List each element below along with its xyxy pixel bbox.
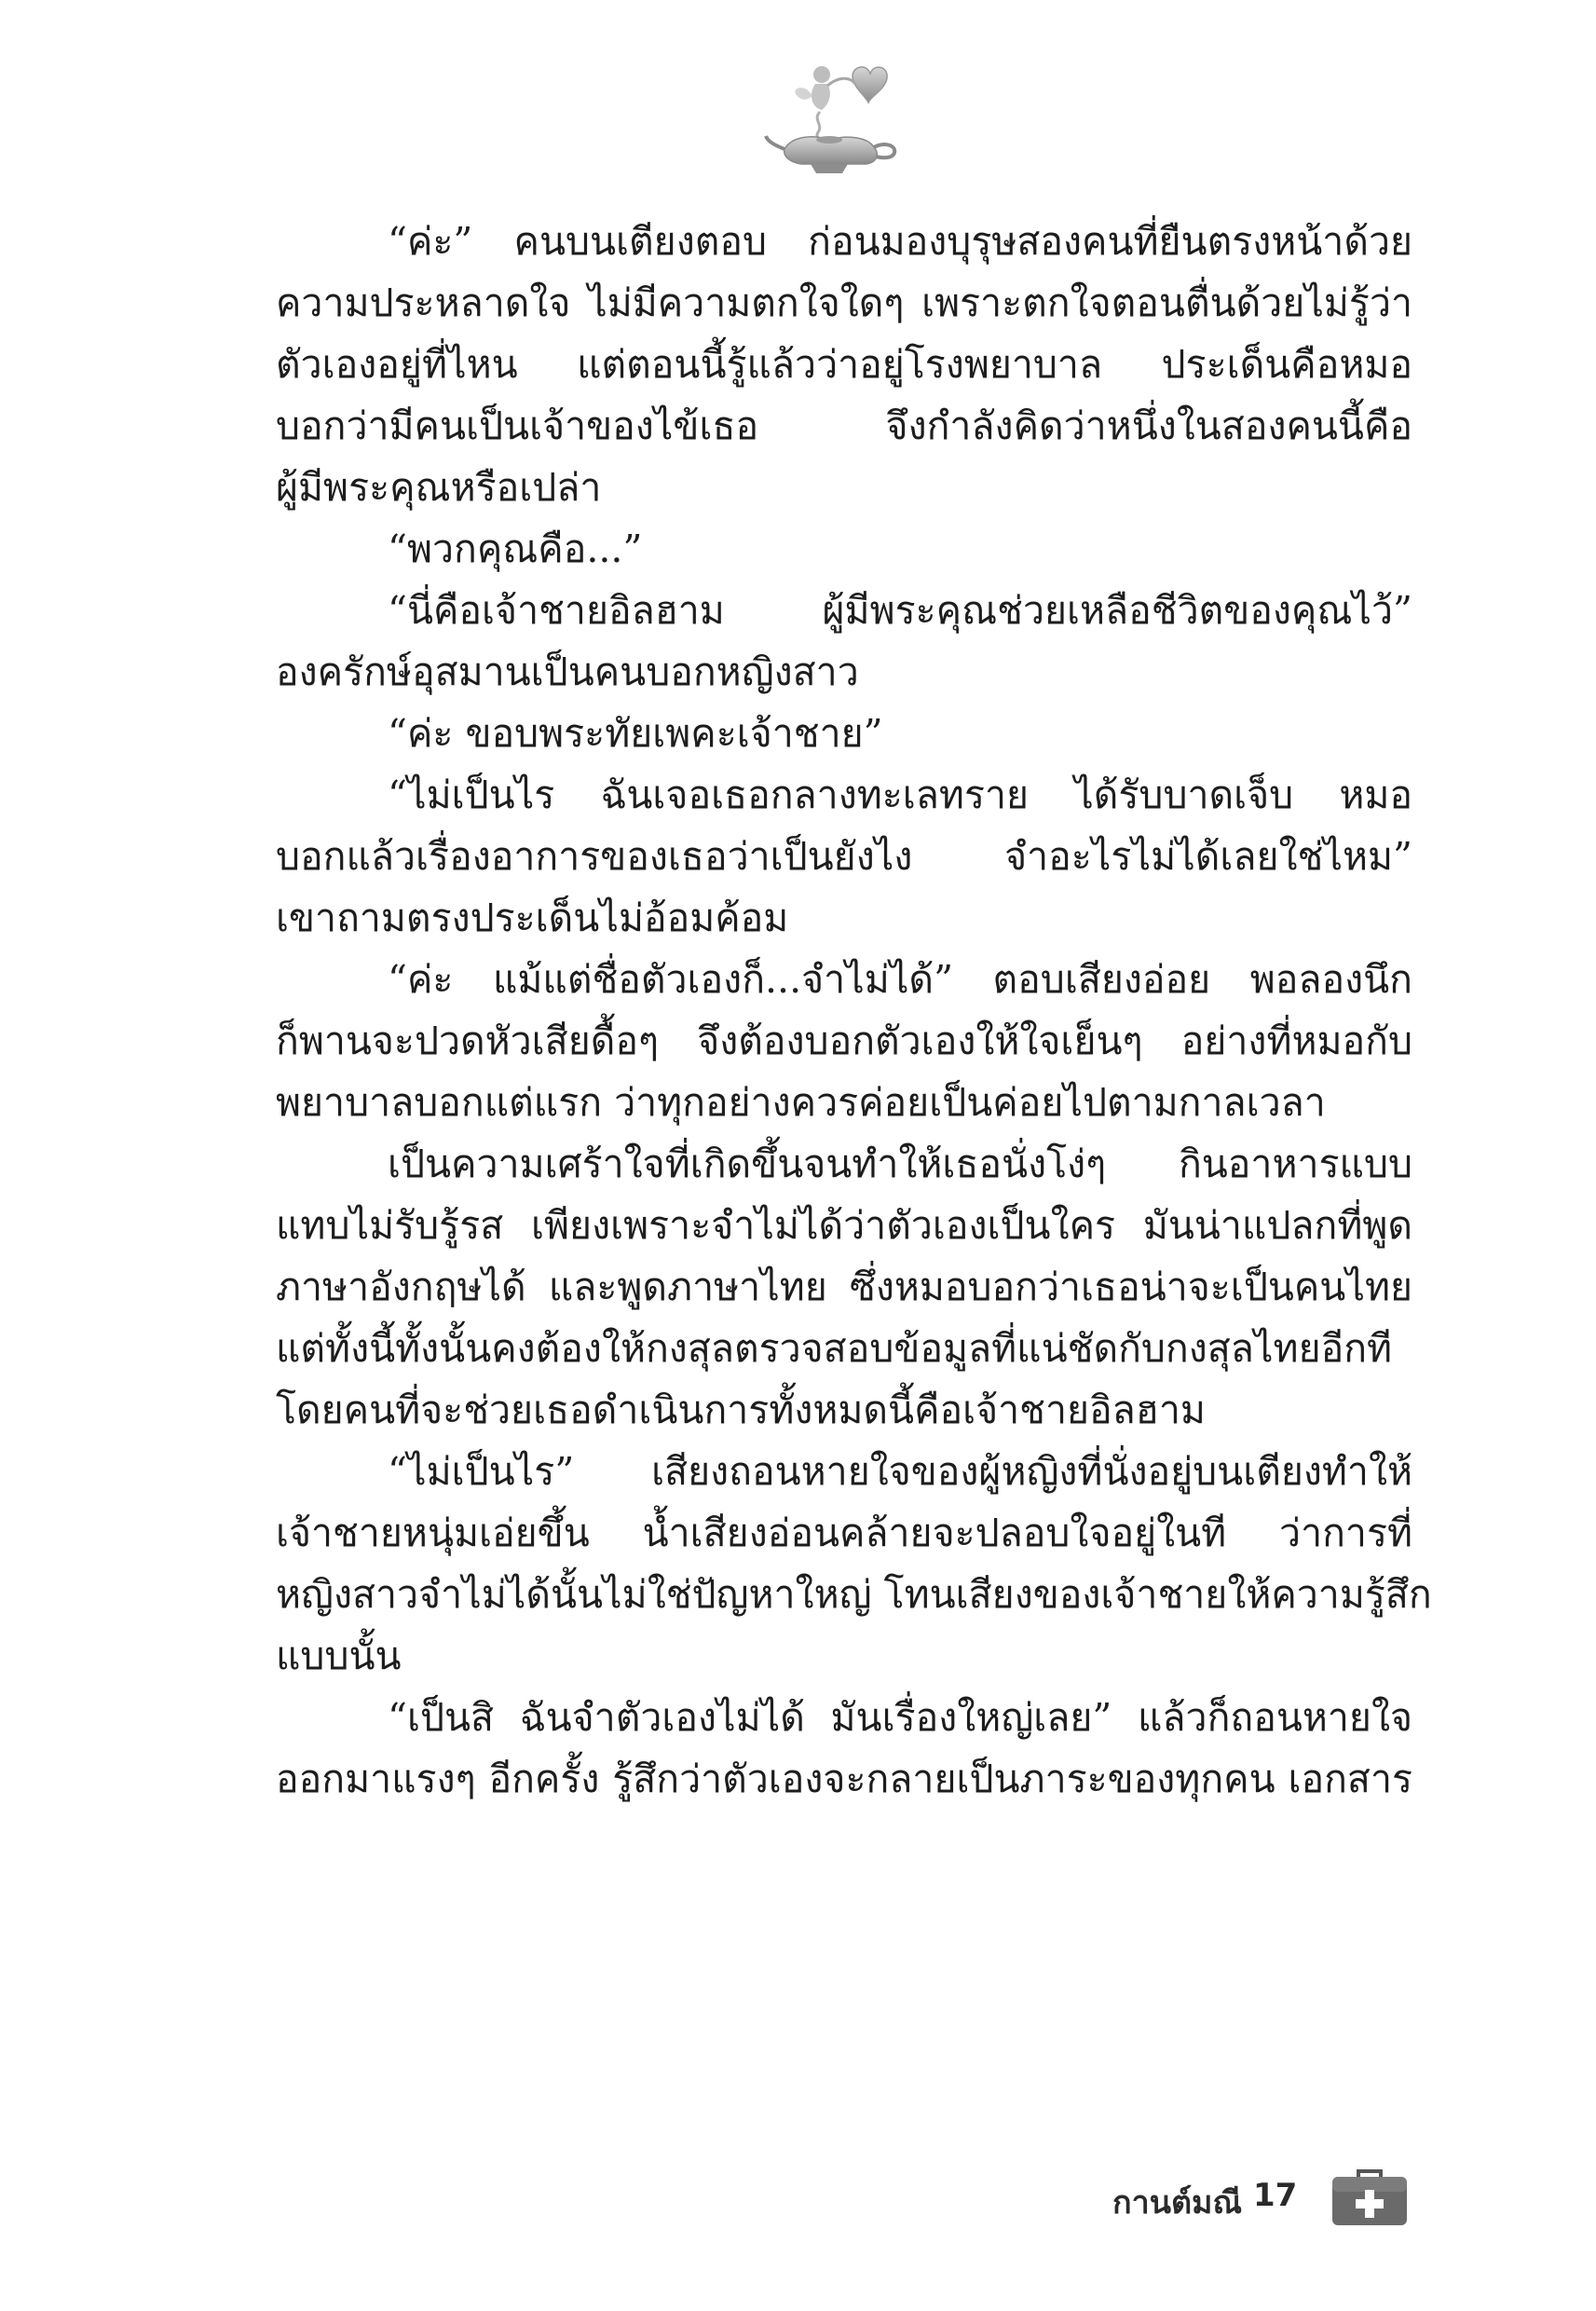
paragraph-line: หญิงสาวจำไม่ได้นั้นไม่ใช่ปัญหาใหญ่ โทนเสียงของเจ้าชายให้ความรู้สึก [276,1572,1432,1617]
paragraph-line: เจ้าชายหนุ่มเอ่ยขึ้น น้ำเสียงอ่อนคล้ายจะปลอบใจอยู่ในที ว่าการที่ [276,1511,1412,1555]
paragraph-line: โดยคนที่จะช่วยเธอดำเนินการทั้งหมดนี้คือเจ้าชายอิลฮาม [276,1388,1206,1432]
paragraph-line: แบบนั้น [276,1634,402,1678]
page-footer [0,2160,1596,2235]
paragraph-line: “เป็นสิ ฉันจำตัวเองไม่ได้ มันเรื่องใหญ่เลย” แล้วก็ถอนหายใจ [388,1695,1412,1740]
paragraph-line: “ค่ะ แม้แต่ชื่อตัวเองก็...จำไม่ได้” ตอบเสียงอ่อย พอลองนึก [388,957,1412,1002]
paragraph-line: ตัวเองอยู่ที่ไหน แต่ตอนนี้รู้แล้วว่าอยู่โรงพยาบาล ประเด็นคือหมอ [276,342,1412,387]
paragraph-line: องครักษ์อุสมานเป็นคนบอกหญิงสาว [276,650,859,694]
paragraph-line: ผู้มีพระคุณหรือเปล่า [276,465,602,510]
paragraph-line: ก็พานจะปวดหัวเสียดื้อๆ จึงต้องบอกตัวเองให้ใจเย็นๆ อย่างที่หมอกับ [276,1019,1412,1063]
paragraph-line: ความประหลาดใจ ไม่มีความตกใจใดๆ เพราะตกใจตอนตื่นด้วยไม่รู้ว่า [276,280,1412,325]
page-number: 17 [1253,2177,1298,2214]
paragraph-line: แทบไม่รับรู้รส เพียงเพราะจำไม่ได้ว่าตัวเองเป็นใคร มันน่าแปลกที่พูด [276,1203,1412,1248]
story-text [276,211,1432,1810]
paragraph-line: แต่ทั้งนี้ทั้งนั้นคงต้องให้กงสุลตรวจสอบข้อมูลที่แน่ชัดกับกงสุลไทยอีกที [276,1326,1393,1371]
paragraph-line: “ค่ะ” คนบนเตียงตอบ ก่อนมองบุรุษสองคนที่ยืนตรงหน้าด้วย [388,219,1412,264]
paragraph-line: “พวกคุณคือ...” [388,526,643,571]
paragraph-line: ออกมาแรงๆ อีกครั้ง รู้สึกว่าตัวเองจะกลายเป็นภาระของทุกคน เอกสาร [276,1757,1412,1801]
medical-kit-icon [1330,2167,1409,2227]
paragraph-line: บอกว่ามีคนเป็นเจ้าของไข้เธอ จึงกำลังคิดว่าหนึ่งในสองคนนี้คือ [276,403,1412,448]
paragraph-line: “ค่ะ ขอบพระทัยเพคะเจ้าชาย” [388,711,883,756]
paragraph-line: “ไม่เป็นไร ฉันเจอเธอกลางทะเลทราย ได้รับบาดเจ็บ หมอ [388,773,1412,817]
paragraph-line: เขาถามตรงประเด็นไม่อ้อมค้อม [276,896,789,940]
paragraph-line: บอกแล้วเรื่องอาการของเธอว่าเป็นยังไง จำอะไรไม่ได้เลยใช่ไหม” [276,834,1412,879]
paragraph-line: “ไม่เป็นไร” เสียงถอนหายใจของผู้หญิงที่นั่งอยู่บนเตียงทำให้ [388,1449,1412,1494]
paragraph-line: พยาบาลบอกแต่แรก ว่าทุกอย่างควรค่อยเป็นค่อยไปตามกาลเวลา [276,1080,1326,1125]
paragraph-line: เป็นความเศร้าใจที่เกิดขึ้นจนทำให้เธอนั่งโง่ๆ กินอาหารแบบ [388,1142,1412,1186]
paragraph-line: ภาษาอังกฤษได้ และพูดภาษาไทย ซึ่งหมอบอกว่าเธอน่าจะเป็นคนไทย [276,1265,1412,1309]
genie-lamp-heart-logo-icon [764,56,904,182]
book-title: กานต์มณี [1112,2184,1242,2222]
paragraph-line: “นี่คือเจ้าชายอิลฮาม ผู้มีพระคุณช่วยเหลือชีวิตของคุณไว้” [388,588,1412,633]
